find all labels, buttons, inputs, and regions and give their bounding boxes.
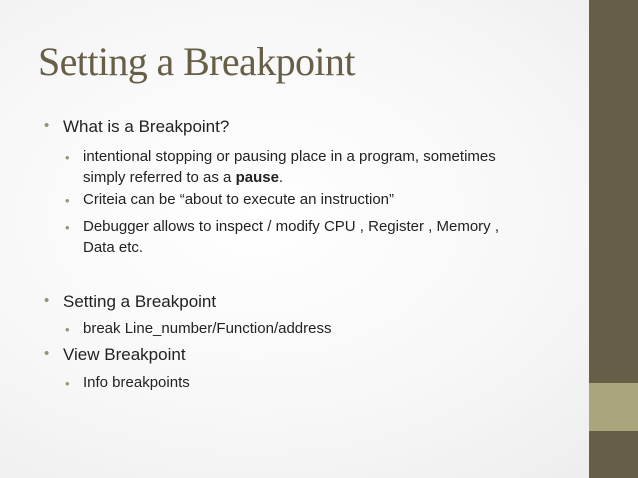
slide-title: Setting a Breakpoint [38,39,355,84]
bullet-text: Setting a Breakpoint [63,292,217,311]
bullet-what-is-breakpoint [44,117,230,137]
bullet-text-line2 [83,167,496,188]
text-span: simply referred to as a [83,169,236,186]
bullet-icon: • [65,193,70,208]
bullet-info-command [65,372,190,393]
bullet-icon: • [44,345,50,362]
bullet-text-line1: Debugger allows to inspect / modify CPU , Register , Memory , [83,218,499,235]
bullet-text: Criteia can be “about to execute an instruction” [83,191,395,208]
bullet-icon: • [44,292,50,309]
bullet-text: View Breakpoint [63,345,186,364]
bullet-criteria [65,189,395,210]
bold-term: pause [235,169,279,186]
bullet-definition [65,146,496,188]
bullet-text: break Line_number/Function/address [83,320,332,337]
bullet-text: What is a Breakpoint? [63,117,230,136]
bullet-icon: • [65,322,70,337]
bullet-icon: • [65,220,70,235]
bullet-break-command [65,318,332,339]
text-span: . [278,169,284,186]
bullet-setting-breakpoint [44,292,217,312]
bullet-icon: • [65,150,70,165]
bullet-text-line1: intentional stopping or pausing place in a program, sometimes [83,148,496,165]
bullet-icon: • [65,376,70,391]
bullet-icon: • [44,117,50,134]
right-accent-block [589,383,638,431]
bullet-view-breakpoint [44,345,186,365]
bullet-text-line2: Data etc. [83,239,144,256]
bullet-text: Info breakpoints [83,374,190,391]
bullet-debugger [65,216,499,258]
